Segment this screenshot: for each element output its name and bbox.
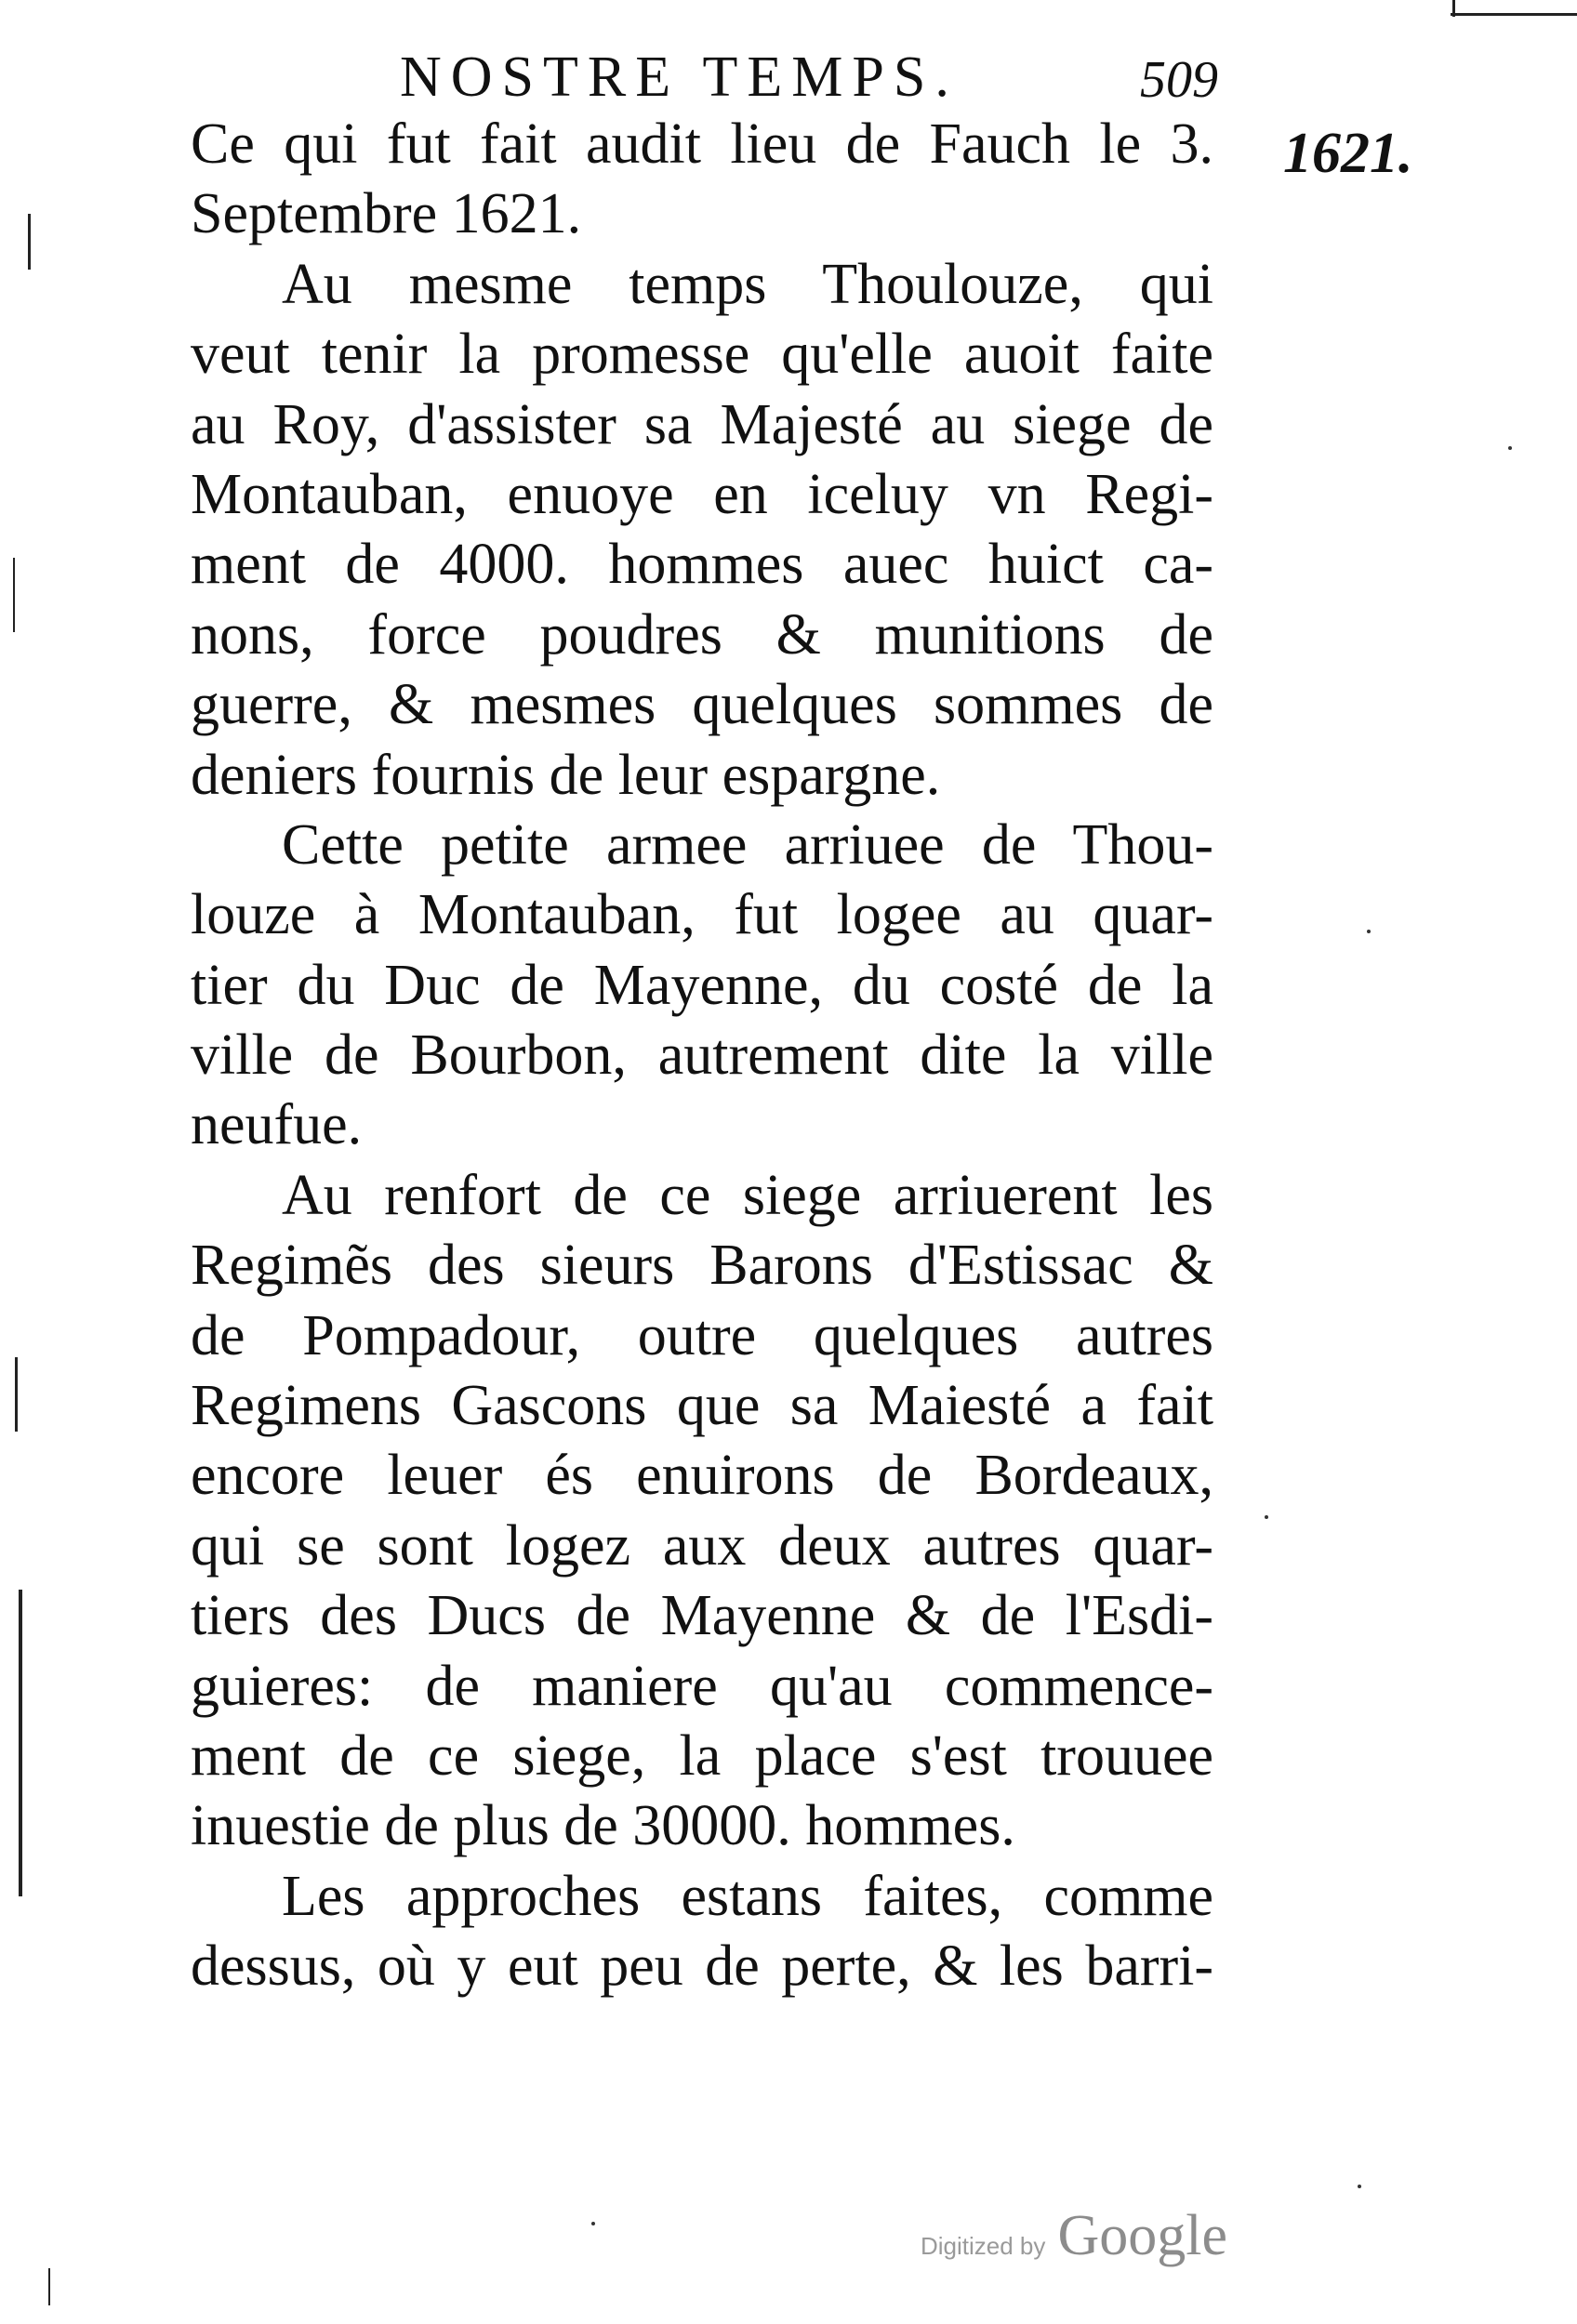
text-line: Cette petite armee arriuee de Thou-: [282, 812, 1213, 877]
text-line: tier du Duc de Mayenne, du costé de la: [191, 953, 1213, 1017]
text-line: deniers fournis de leur espargne.: [191, 743, 941, 807]
body-text: [191, 110, 1213, 2002]
scan-speck: [1367, 930, 1371, 933]
scan-speck: [591, 2222, 595, 2225]
text-line: encore leuer és enuirons de Bordeaux,: [191, 1444, 1213, 1508]
text-line: nons, force poudres & munitions de: [191, 602, 1213, 667]
text-line: louze à Montauban, fut logee au quar-: [191, 883, 1213, 947]
text-line: Regimẽs des sieurs Barons d'Estissac &: [191, 1234, 1213, 1298]
text-line: ment de ce siege, la place s'est trouuee: [191, 1723, 1213, 1788]
scan-edge-mark: [48, 2268, 50, 2305]
text-line: Ce qui fut fait audit lieu de Fauch le 3.: [191, 112, 1213, 176]
scan-speck: [1358, 2185, 1361, 2188]
text-line: ville de Bourbon, autrement dite la ville: [191, 1023, 1213, 1088]
margin-year-note: 1621.: [1283, 122, 1413, 185]
text-line: Septembre 1621.: [191, 182, 582, 246]
scan-speck: [1265, 1515, 1268, 1519]
scan-speck: [1508, 446, 1512, 450]
crop-mark-vertical: [1452, 0, 1455, 17]
text-line: Les approches estans faites, comme: [282, 1864, 1213, 1928]
text-line: qui se sont logez aux deux autres quar-: [191, 1513, 1213, 1578]
text-line: de Pompadour, outre quelques autres: [191, 1303, 1213, 1367]
google-watermark: [921, 2203, 1227, 2269]
text-line: Regimens Gascons que sa Maiesté a fait: [191, 1374, 1213, 1438]
google-logo: Google: [1057, 2204, 1228, 2267]
page-header: [400, 45, 1218, 119]
text-line: guerre, & mesmes quelques sommes de: [191, 673, 1213, 737]
scan-edge-mark: [19, 1590, 22, 1896]
scan-edge-mark: [13, 558, 15, 632]
text-line: neufue.: [191, 1093, 363, 1157]
text-line: ment de 4000. hommes auec huict ca-: [191, 533, 1213, 597]
crop-mark-horizontal: [1451, 13, 1577, 16]
page-number: 509: [1140, 51, 1218, 109]
text-line: dessus, où y eut peu de perte, & les barri-: [191, 1934, 1213, 1999]
scan-edge-mark: [15, 1357, 18, 1432]
text-line: Au mesme temps Thoulouze, qui: [282, 252, 1213, 316]
scan-edge-mark: [28, 214, 31, 270]
text-line: Au renfort de ce siege arriuerent les: [282, 1163, 1213, 1227]
running-head: NOSTRE TEMPS.: [400, 46, 959, 109]
text-line: veut tenir la promesse qu'elle auoit faite: [191, 323, 1213, 387]
watermark-prefix: Digitized by: [921, 2232, 1046, 2260]
text-line: Montauban, enuoye en iceluy vn Regi-: [191, 462, 1213, 526]
text-line: au Roy, d'assister sa Majesté au siege de: [191, 392, 1213, 456]
text-line: tiers des Ducs de Mayenne & de l'Esdi-: [191, 1584, 1213, 1648]
text-line: inuestie de plus de 30000. hommes.: [191, 1794, 1015, 1858]
text-line: guieres: de maniere qu'au commence-: [191, 1654, 1213, 1718]
